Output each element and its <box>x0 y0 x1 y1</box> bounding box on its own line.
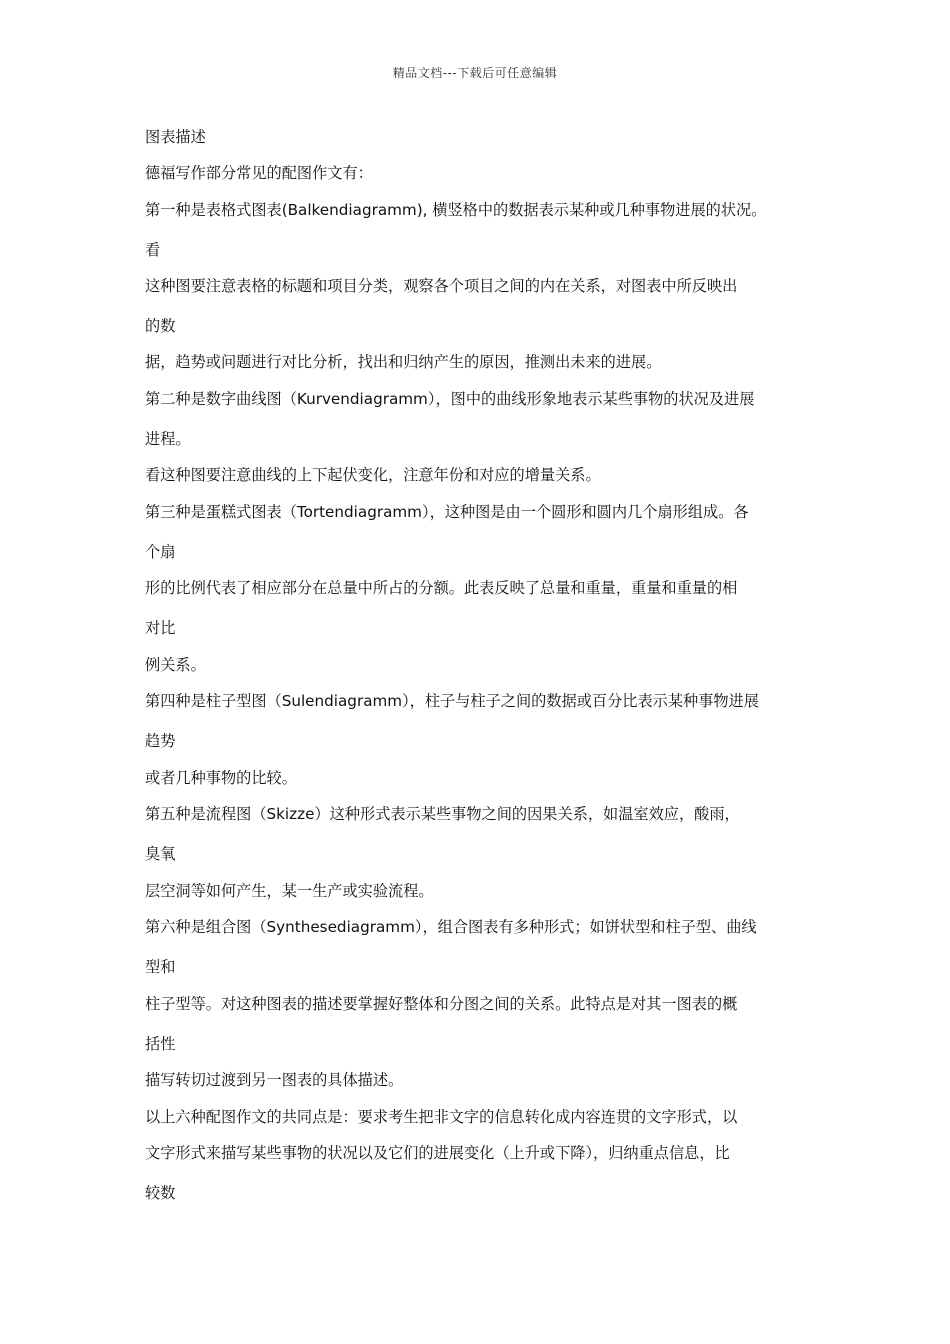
text-line: 型和 <box>145 958 176 976</box>
text-line: 以上六种配图作文的共同点是：要求考生把非文字的信息转化成内容连贯的文字形式，以 <box>145 1108 738 1126</box>
text-line: 趋势 <box>145 732 176 750</box>
text-line: 对比 <box>145 619 176 637</box>
text-line: 个扇 <box>145 543 176 561</box>
text-line: 进程。 <box>145 430 191 448</box>
text-line: 第一种是表格式图表(Balkendiagramm), 横竖格中的数据表示某种或几种事物进展的状况。 <box>145 201 767 219</box>
text-line: 臭氧 <box>145 845 176 863</box>
text-line: 或者几种事物的比较。 <box>145 769 297 787</box>
text-line: 柱子型等。对这种图表的描述要掌握好整体和分图之间的关系。此特点是对其一图表的概 <box>145 995 738 1013</box>
text-line: 看这种图要注意曲线的上下起伏变化，注意年份和对应的增量关系。 <box>145 466 601 484</box>
page-header: 精品文档---下载后可任意编辑 <box>392 66 558 80</box>
text-line: 层空洞等如何产生，某一生产或实验流程。 <box>145 882 434 900</box>
text-line: 形的比例代表了相应部分在总量中所占的分额。此表反映了总量和重量，重量和重量的相 <box>145 579 738 597</box>
text-line: 第二种是数字曲线图（Kurvendiagramm），图中的曲线形象地表示某些事物的状况及进展 <box>145 390 755 408</box>
text-line: 这种图要注意表格的标题和项目分类，观察各个项目之间的内在关系，对图表中所反映出 <box>145 277 738 295</box>
text-line: 的数 <box>145 317 176 335</box>
text-line: 第五种是流程图（Skizze）这种形式表示某些事物之间的因果关系，如温室效应，酸雨， <box>145 805 740 823</box>
text-line: 括性 <box>145 1035 176 1053</box>
text-line: 文字形式来描写某些事物的状况以及它们的进展变化（上升或下降），归纳重点信息，比 <box>145 1144 730 1162</box>
text-line: 德福写作部分常见的配图作文有： <box>145 164 373 182</box>
text-line: 看 <box>145 241 161 259</box>
text-line: 据，趋势或问题进行对比分析，找出和归纳产生的原因，推测出未来的进展。 <box>145 353 662 371</box>
text-line: 第六种是组合图（Synthesediagramm），组合图表有多种形式；如饼状型和柱子型、曲线 <box>145 918 757 936</box>
text-line: 例关系。 <box>145 656 206 674</box>
text-line: 描写转切过渡到另一图表的具体描述。 <box>145 1071 404 1089</box>
text-line: 较数 <box>145 1184 176 1202</box>
doc-title: 图表描述 <box>145 128 206 146</box>
text-line: 第四种是柱子型图（Sulendiagramm），柱子与柱子之间的数据或百分比表示某种事物进展 <box>145 692 759 710</box>
text-line: 第三种是蛋糕式图表（Tortendiagramm），这种图是由一个圆形和圆内几个扇形组成。各 <box>145 503 749 521</box>
